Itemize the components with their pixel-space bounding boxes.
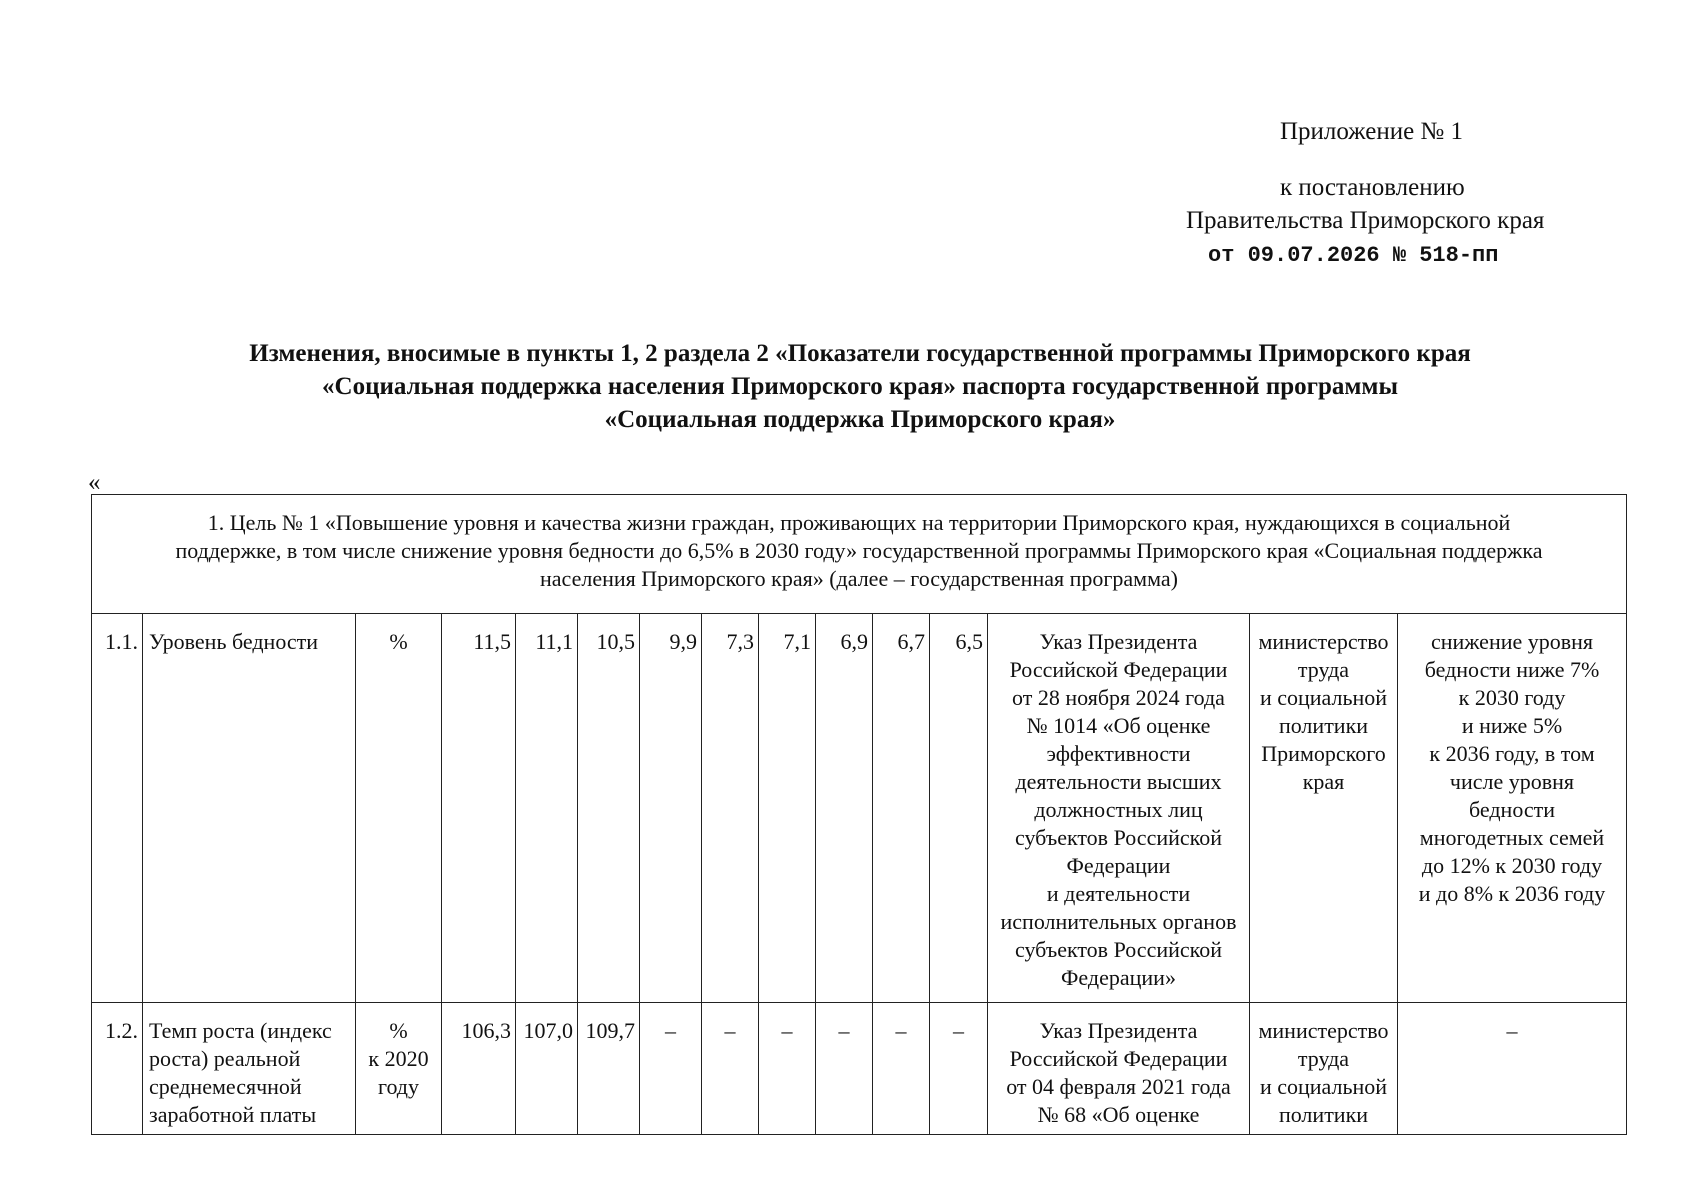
table-row bbox=[92, 614, 1627, 1003]
goal-line: 1. Цель № 1 «Повышение уровня и качества жизни граждан, проживающих на территории Приморского края, нуждающихся в социальной bbox=[207, 510, 1511, 535]
indicator-value: 11,1 bbox=[516, 614, 578, 1003]
indicator-value: – bbox=[816, 1003, 873, 1135]
indicator-unit bbox=[356, 614, 442, 1003]
indicator-basis-line: Указ Президента bbox=[1039, 629, 1198, 654]
indicator-target-line: бедности bbox=[1468, 797, 1556, 822]
indicator-value: – bbox=[873, 1003, 930, 1135]
indicator-value: 107,0 bbox=[516, 1003, 578, 1135]
indicator-responsible-line: политики bbox=[1278, 1102, 1369, 1127]
indicator-target-line: и ниже 5% bbox=[1461, 713, 1563, 738]
indicator-number: 1.1. bbox=[92, 614, 143, 1003]
indicator-responsible-line: Приморского bbox=[1261, 741, 1386, 766]
document-title-line: «Социальная поддержка населения Приморского края» паспорта государственной программы bbox=[322, 373, 1398, 400]
indicator-value: 6,5 bbox=[930, 614, 988, 1003]
indicator-target-line: – bbox=[1506, 1018, 1518, 1043]
indicator-basis-line: Федерации bbox=[1066, 853, 1171, 878]
indicator-basis bbox=[988, 1003, 1250, 1135]
indicator-value: 109,7 bbox=[578, 1003, 640, 1135]
indicator-unit-line: году bbox=[377, 1074, 420, 1099]
indicator-basis-line: от 04 февраля 2021 года bbox=[1006, 1074, 1231, 1099]
indicator-value: 6,9 bbox=[816, 614, 873, 1003]
indicator-target-line: к 2030 году bbox=[1458, 685, 1566, 710]
indicator-number: 1.2. bbox=[92, 1003, 143, 1135]
indicator-name-line: заработной платы bbox=[149, 1102, 317, 1127]
indicator-value: – bbox=[702, 1003, 759, 1135]
indicator-basis-line: Российской Федерации bbox=[1009, 657, 1228, 682]
indicator-basis-line: эффективности bbox=[1046, 741, 1191, 766]
indicator-responsible-line: министерство bbox=[1258, 1018, 1389, 1043]
indicator-responsible-line: края bbox=[1302, 769, 1345, 794]
indicator-responsible bbox=[1250, 614, 1398, 1003]
indicator-target-line: многодетных семей bbox=[1419, 825, 1605, 850]
indicator-basis-line: № 1014 «Об оценке bbox=[1026, 713, 1211, 738]
indicator-basis-line: субъектов Российской bbox=[1014, 937, 1222, 962]
indicator-responsible-line: министерство bbox=[1258, 629, 1389, 654]
indicator-basis-line: субъектов Российской bbox=[1014, 825, 1222, 850]
indicator-responsible bbox=[1250, 1003, 1398, 1135]
appendix-date: от 09.07.2026 № 518-пп bbox=[1208, 243, 1499, 268]
indicator-responsible-line: политики bbox=[1278, 713, 1369, 738]
indicator-target-line: снижение уровня bbox=[1430, 629, 1594, 654]
indicator-name bbox=[143, 614, 356, 1003]
indicator-name-line: роста) реальной bbox=[149, 1046, 301, 1071]
goal-line: населения Приморского края» (далее – государственная программа) bbox=[540, 566, 1178, 591]
indicator-unit-line: % bbox=[389, 629, 408, 654]
indicator-responsible-line: труда bbox=[1297, 1046, 1350, 1071]
indicator-value: 6,7 bbox=[873, 614, 930, 1003]
indicator-value: – bbox=[930, 1003, 988, 1135]
appendix-to: к постановлению bbox=[1280, 174, 1465, 201]
document-title bbox=[80, 337, 1640, 436]
document-title-line: Изменения, вносимые в пункты 1, 2 раздела 2 «Показатели государственной программы Приморского края bbox=[249, 340, 1471, 367]
indicator-basis-line: исполнительных органов bbox=[1000, 909, 1237, 934]
indicator-value: 11,5 bbox=[442, 614, 516, 1003]
indicator-target-line: к 2036 году, в том bbox=[1429, 741, 1595, 766]
indicator-unit-line: % bbox=[389, 1018, 408, 1043]
indicator-name bbox=[143, 1003, 356, 1135]
appendix-government: Правительства Приморского края bbox=[1186, 207, 1545, 234]
appendix-title: Приложение № 1 bbox=[1280, 118, 1464, 145]
indicator-value: 9,9 bbox=[640, 614, 702, 1003]
goal-row bbox=[92, 495, 1627, 614]
indicator-basis-line: должностных лиц bbox=[1034, 797, 1203, 822]
indicator-basis-line: Федерации» bbox=[1061, 965, 1176, 990]
indicator-name-line: Темп роста (индекс bbox=[149, 1018, 332, 1043]
indicator-name-line: среднемесячной bbox=[149, 1074, 302, 1099]
indicator-value: 10,5 bbox=[578, 614, 640, 1003]
indicator-value: – bbox=[640, 1003, 702, 1135]
indicator-basis-line: от 28 ноября 2024 года bbox=[1012, 685, 1225, 710]
indicator-unit-line: к 2020 bbox=[368, 1046, 429, 1071]
indicator-target bbox=[1398, 614, 1627, 1003]
indicator-basis-line: № 68 «Об оценке bbox=[1037, 1102, 1200, 1127]
indicator-basis-line: Указ Президента bbox=[1039, 1018, 1198, 1043]
indicators-table bbox=[91, 494, 1627, 1135]
indicator-target-line: и до 8% к 2036 году bbox=[1418, 881, 1606, 906]
goal-line: поддержке, в том числе снижение уровня бедности до 6,5% в 2030 году» государственной программы Приморского края «Социальная поддержка bbox=[175, 538, 1543, 563]
indicator-value: – bbox=[759, 1003, 816, 1135]
indicator-value: 106,3 bbox=[442, 1003, 516, 1135]
indicator-responsible-line: и социальной bbox=[1259, 685, 1388, 710]
indicator-target-line: до 12% к 2030 году bbox=[1421, 853, 1603, 878]
indicator-basis-line: деятельности высших bbox=[1015, 769, 1222, 794]
indicator-basis-line: Российской Федерации bbox=[1009, 1046, 1228, 1071]
indicator-value: 7,3 bbox=[702, 614, 759, 1003]
indicator-basis-line: и деятельности bbox=[1046, 881, 1191, 906]
indicator-unit bbox=[356, 1003, 442, 1135]
indicator-responsible-line: труда bbox=[1297, 657, 1350, 682]
indicator-target bbox=[1398, 1003, 1627, 1135]
indicator-basis bbox=[988, 614, 1250, 1003]
opening-quote-mark: « bbox=[88, 469, 101, 496]
indicator-target-line: бедности ниже 7% bbox=[1424, 657, 1600, 682]
indicator-name-line: Уровень бедности bbox=[149, 629, 319, 654]
indicator-responsible-line: и социальной bbox=[1259, 1074, 1388, 1099]
table-row bbox=[92, 1003, 1627, 1135]
indicator-value: 7,1 bbox=[759, 614, 816, 1003]
indicator-target-line: числе уровня bbox=[1449, 769, 1575, 794]
document-title-line: «Социальная поддержка Приморского края» bbox=[604, 406, 1116, 433]
goal-cell bbox=[92, 495, 1627, 614]
